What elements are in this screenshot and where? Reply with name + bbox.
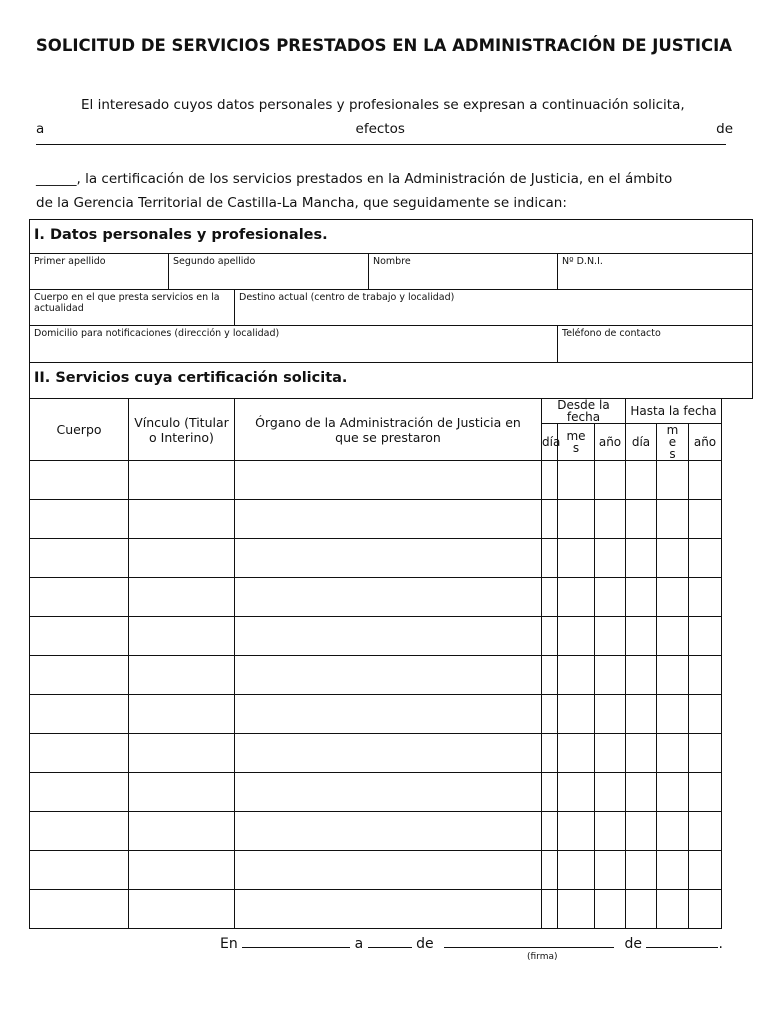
- row-vinculo-cell[interactable]: [129, 890, 235, 929]
- row-hasta-anio-cell[interactable]: [689, 695, 722, 734]
- desde-mes-header: me s: [558, 424, 595, 461]
- row-desde-anio-cell[interactable]: [595, 695, 626, 734]
- row-hasta-mes-cell[interactable]: [657, 461, 689, 500]
- row-hasta-dia-cell[interactable]: [626, 656, 657, 695]
- domicilio-label: Domicilio para notificaciones (dirección y localidad): [34, 328, 280, 339]
- row-cuerpo-cell[interactable]: [30, 695, 129, 734]
- row-vinculo-cell[interactable]: [129, 695, 235, 734]
- service-row: [30, 578, 753, 617]
- firma-label: (firma): [527, 952, 558, 962]
- row-desde-anio-cell[interactable]: [595, 734, 626, 773]
- row-desde-anio-cell[interactable]: [595, 578, 626, 617]
- month-blank[interactable]: [444, 933, 614, 948]
- desde-anio-header: año: [595, 424, 626, 461]
- row-hasta-anio-cell[interactable]: [689, 578, 722, 617]
- segundo-apellido-label: Segundo apellido: [173, 256, 256, 267]
- desde-dia-header: día: [542, 424, 558, 461]
- row-desde-mes-cell[interactable]: [558, 851, 595, 890]
- row-cuerpo-cell[interactable]: [30, 656, 129, 695]
- row-desde-anio-cell[interactable]: [595, 773, 626, 812]
- row-desde-mes-cell[interactable]: [558, 617, 595, 656]
- service-row: [30, 773, 753, 812]
- service-row: [30, 539, 753, 578]
- row-desde-anio-cell[interactable]: [595, 617, 626, 656]
- row-hasta-mes-cell[interactable]: [657, 695, 689, 734]
- row-cuerpo-cell[interactable]: [30, 851, 129, 890]
- footer-a: a: [354, 936, 364, 952]
- row-desde-dia-cell[interactable]: [542, 617, 558, 656]
- row-hasta-anio-cell[interactable]: [689, 812, 722, 851]
- page-title: SOLICITUD DE SERVICIOS PRESTADOS EN LA ADMINISTRACIÓN DE JUSTICIA: [35, 36, 733, 55]
- telefono-label: Teléfono de contacto: [562, 328, 661, 339]
- nombre-label: Nombre: [373, 256, 411, 267]
- signature-line: [220, 933, 723, 952]
- service-row: [30, 734, 753, 773]
- nombre-field[interactable]: [369, 254, 558, 290]
- row-hasta-mes-cell[interactable]: [657, 734, 689, 773]
- row-hasta-anio-cell[interactable]: [689, 851, 722, 890]
- place-blank[interactable]: [242, 933, 350, 948]
- intro-line-4: ______, la certificación de los servicios prestados en la Administración de Justicia, en el ámbito: [36, 171, 673, 187]
- row-hasta-dia-cell[interactable]: [626, 695, 657, 734]
- row-hasta-mes-cell[interactable]: [657, 773, 689, 812]
- row-desde-mes-cell[interactable]: [558, 812, 595, 851]
- row-vinculo-cell[interactable]: [129, 656, 235, 695]
- row-hasta-mes-cell[interactable]: [657, 812, 689, 851]
- row-cuerpo-cell[interactable]: [30, 500, 129, 539]
- intro-a: a: [36, 121, 45, 137]
- row-desde-dia-cell[interactable]: [542, 851, 558, 890]
- service-row: [30, 500, 753, 539]
- row-desde-dia-cell[interactable]: [542, 461, 558, 500]
- row-organo-cell[interactable]: [235, 539, 542, 578]
- row-desde-dia-cell[interactable]: [542, 500, 558, 539]
- row-hasta-mes-cell[interactable]: [657, 851, 689, 890]
- section-2-title: II. Servicios cuya certificación solicita.: [30, 363, 753, 399]
- row-desde-dia-cell[interactable]: [542, 773, 558, 812]
- service-row: [30, 695, 753, 734]
- intro-line-1: El interesado cuyos datos personales y profesionales se expresan a continuación solicita,: [81, 97, 685, 113]
- row-desde-mes-cell[interactable]: [558, 578, 595, 617]
- row-desde-mes-cell[interactable]: [558, 773, 595, 812]
- row-organo-cell[interactable]: [235, 851, 542, 890]
- row-hasta-anio-cell[interactable]: [689, 500, 722, 539]
- row-desde-dia-cell[interactable]: [542, 656, 558, 695]
- row-organo-cell[interactable]: [235, 812, 542, 851]
- row-vinculo-cell[interactable]: [129, 539, 235, 578]
- service-row: [30, 851, 753, 890]
- row-hasta-dia-cell[interactable]: [626, 500, 657, 539]
- row-desde-anio-cell[interactable]: [595, 851, 626, 890]
- row-organo-cell[interactable]: [235, 656, 542, 695]
- primer-apellido-field[interactable]: [30, 254, 169, 290]
- hasta-anio-header: año: [689, 424, 722, 461]
- row-hasta-mes-cell[interactable]: [657, 578, 689, 617]
- row-organo-cell[interactable]: [235, 461, 542, 500]
- footer-period: .: [718, 936, 723, 952]
- row-desde-mes-cell[interactable]: [558, 695, 595, 734]
- year-blank[interactable]: [646, 933, 718, 948]
- row-desde-anio-cell[interactable]: [595, 539, 626, 578]
- row-vinculo-cell[interactable]: [129, 500, 235, 539]
- row-organo-cell[interactable]: [235, 695, 542, 734]
- row-desde-anio-cell[interactable]: [595, 656, 626, 695]
- row-hasta-anio-cell[interactable]: [689, 734, 722, 773]
- row-cuerpo-cell[interactable]: [30, 539, 129, 578]
- row-cuerpo-cell[interactable]: [30, 773, 129, 812]
- row-cuerpo-cell[interactable]: [30, 890, 129, 929]
- row-desde-dia-cell[interactable]: [542, 890, 558, 929]
- row-hasta-dia-cell[interactable]: [626, 461, 657, 500]
- row-cuerpo-cell[interactable]: [30, 578, 129, 617]
- row-cuerpo-cell[interactable]: [30, 461, 129, 500]
- row-hasta-anio-cell[interactable]: [689, 890, 722, 929]
- row-organo-cell[interactable]: [235, 734, 542, 773]
- footer-de-2: de: [624, 936, 643, 952]
- row-hasta-anio-cell[interactable]: [689, 617, 722, 656]
- row-vinculo-cell[interactable]: [129, 461, 235, 500]
- row-hasta-mes-cell[interactable]: [657, 617, 689, 656]
- row-hasta-mes-cell[interactable]: [657, 656, 689, 695]
- intro-de: de: [716, 121, 733, 137]
- row-desde-dia-cell[interactable]: [542, 578, 558, 617]
- row-desde-anio-cell[interactable]: [595, 500, 626, 539]
- col-desde-header: Desde la fecha: [542, 399, 626, 424]
- row-hasta-anio-cell[interactable]: [689, 539, 722, 578]
- row-desde-mes-cell[interactable]: [558, 539, 595, 578]
- row-vinculo-cell[interactable]: [129, 734, 235, 773]
- hasta-dia-header: día: [626, 424, 657, 461]
- service-rows: [30, 461, 753, 929]
- row-desde-mes-cell[interactable]: [558, 734, 595, 773]
- row-vinculo-cell[interactable]: [129, 773, 235, 812]
- row-desde-anio-cell[interactable]: [595, 812, 626, 851]
- row-desde-dia-cell[interactable]: [542, 812, 558, 851]
- primer-apellido-label: Primer apellido: [34, 256, 106, 267]
- row-cuerpo-cell[interactable]: [30, 734, 129, 773]
- footer-de-1: de: [416, 936, 434, 952]
- row-hasta-dia-cell[interactable]: [626, 734, 657, 773]
- row-desde-mes-cell[interactable]: [558, 890, 595, 929]
- service-row: [30, 617, 753, 656]
- domicilio-field[interactable]: [30, 326, 558, 363]
- row-organo-cell[interactable]: [235, 890, 542, 929]
- row-organo-cell[interactable]: [235, 617, 542, 656]
- dni-label: Nº D.N.I.: [562, 256, 603, 267]
- row-desde-dia-cell[interactable]: [542, 539, 558, 578]
- row-hasta-dia-cell[interactable]: [626, 539, 657, 578]
- row-organo-cell[interactable]: [235, 500, 542, 539]
- row-desde-mes-cell[interactable]: [558, 461, 595, 500]
- intro-line-5: de la Gerencia Territorial de Castilla-La Mancha, que seguidamente se indican:: [36, 195, 567, 211]
- row-desde-dia-cell[interactable]: [542, 734, 558, 773]
- row-desde-mes-cell[interactable]: [558, 500, 595, 539]
- col-vinculo-header: Vínculo (Titular o Interino): [129, 399, 235, 461]
- row-desde-mes-cell[interactable]: [558, 656, 595, 695]
- row-organo-cell[interactable]: [235, 773, 542, 812]
- row-vinculo-cell[interactable]: [129, 617, 235, 656]
- cuerpo-actual-label: Cuerpo en el que presta servicios en la actualidad: [34, 292, 220, 314]
- destino-actual-label: Destino actual (centro de trabajo y localidad): [239, 292, 455, 303]
- row-cuerpo-cell[interactable]: [30, 812, 129, 851]
- footer-en: En: [220, 936, 238, 952]
- row-hasta-dia-cell[interactable]: [626, 890, 657, 929]
- row-hasta-mes-cell[interactable]: [657, 500, 689, 539]
- row-hasta-dia-cell[interactable]: [626, 812, 657, 851]
- service-row: [30, 656, 753, 695]
- intro-efectos: efectos: [355, 121, 405, 137]
- application-form-table: [29, 219, 753, 929]
- service-row: [30, 890, 753, 929]
- intro-blank-line[interactable]: [36, 144, 726, 145]
- row-vinculo-cell[interactable]: [129, 851, 235, 890]
- service-row: [30, 461, 753, 500]
- col-cuerpo-header: Cuerpo: [30, 399, 129, 461]
- row-desde-anio-cell[interactable]: [595, 461, 626, 500]
- row-cuerpo-cell[interactable]: [30, 617, 129, 656]
- row-hasta-mes-cell[interactable]: [657, 890, 689, 929]
- intro-line-2: [36, 119, 733, 139]
- row-hasta-anio-cell[interactable]: [689, 773, 722, 812]
- hasta-mes-header: me s: [657, 424, 689, 461]
- day-blank[interactable]: [368, 933, 412, 948]
- row-hasta-anio-cell[interactable]: [689, 461, 722, 500]
- row-desde-dia-cell[interactable]: [542, 695, 558, 734]
- row-hasta-dia-cell[interactable]: [626, 773, 657, 812]
- row-hasta-anio-cell[interactable]: [689, 656, 722, 695]
- row-vinculo-cell[interactable]: [129, 578, 235, 617]
- row-organo-cell[interactable]: [235, 578, 542, 617]
- section-1-title: I. Datos personales y profesionales.: [30, 220, 753, 254]
- destino-actual-field[interactable]: [235, 290, 753, 326]
- row-desde-anio-cell[interactable]: [595, 890, 626, 929]
- row-vinculo-cell[interactable]: [129, 812, 235, 851]
- cuerpo-actual-field[interactable]: [30, 290, 235, 326]
- row-hasta-dia-cell[interactable]: [626, 617, 657, 656]
- col-organo-header: Órgano de la Administración de Justicia en que se prestaron: [235, 399, 542, 461]
- row-hasta-dia-cell[interactable]: [626, 578, 657, 617]
- row-hasta-dia-cell[interactable]: [626, 851, 657, 890]
- col-hasta-header: Hasta la fecha: [626, 399, 722, 424]
- row-hasta-mes-cell[interactable]: [657, 539, 689, 578]
- dni-field[interactable]: [558, 254, 753, 290]
- service-row: [30, 812, 753, 851]
- telefono-field[interactable]: [558, 326, 753, 363]
- segundo-apellido-field[interactable]: [169, 254, 369, 290]
